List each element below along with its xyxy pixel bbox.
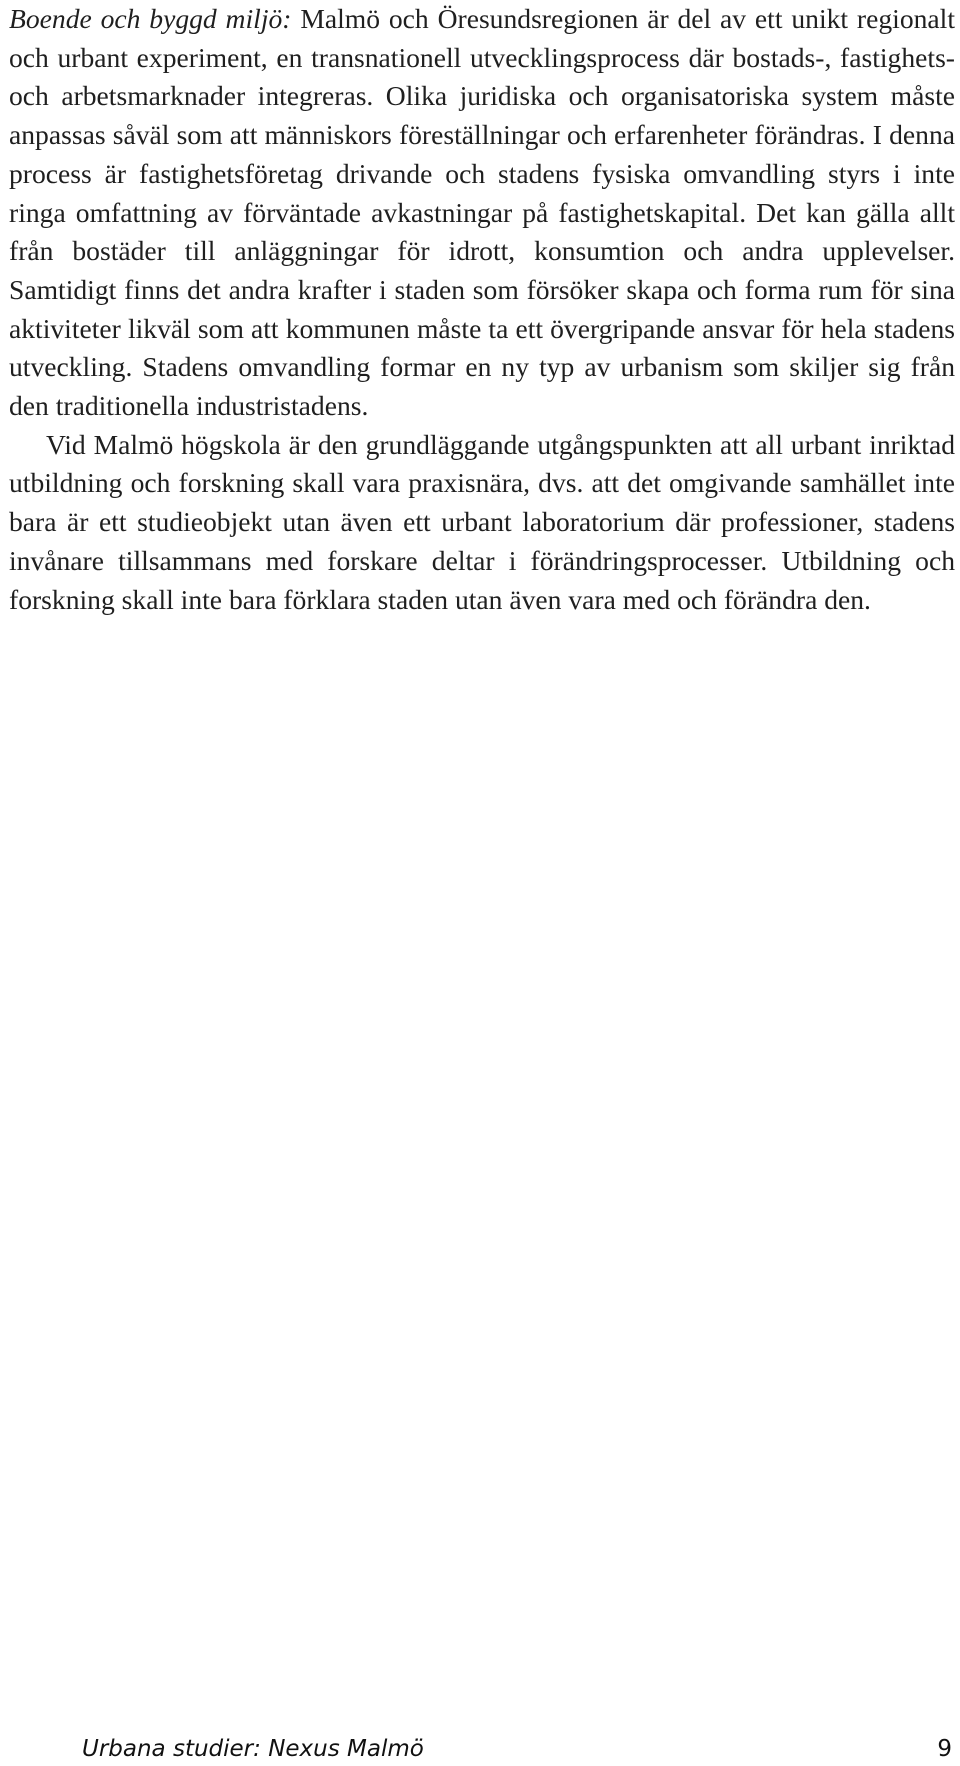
paragraph-lead-heading: Boende och byggd miljö:	[9, 3, 292, 34]
paragraph-boende	[9, 0, 955, 426]
paragraph-boende-text: Malmö och Öresundsregionen är del av ett unikt regionalt och urbant experiment, en transnationell utvecklingsprocess där bostads-, fastighets- och arbetsmarknader integreras. Olika juridiska och organisatoriska system måste anpassas såväl som att människors föreställningar och erfarenheter förändras. I denna process är fastighetsföretag drivande och stadens fysiska omvandling styrs i inte ringa omfattning av förväntade avkastningar på fastighetskapital. Det kan gälla allt från bostäder till anläggningar för idrott, konsumtion och andra upplevelser. Samtidigt finns det andra krafter i staden som försöker skapa och forma rum för sina aktiviteter likväl som att kommunen måste ta ett övergripande ansvar för hela stadens utveckling. Stadens omvandling formar en ny typ av urbanism som skiljer sig från den traditionella industristadens.	[9, 3, 956, 422]
footer-publication-title: Urbana studier: Nexus Malmö	[82, 1736, 424, 1762]
body-text	[9, 0, 955, 619]
page-footer	[82, 1736, 952, 1766]
page-number: 9	[937, 1736, 952, 1762]
paragraph-malmo-hogskola: Vid Malmö högskola är den grundläggande utgångspunkten att all urbant inriktad utbildning och forskning skall vara praxisnära, dvs. att det omgivande samhället inte bara är ett studieobjekt utan även ett urbant laboratorium där professioner, stadens invånare tillsammans med forskare deltar i förändringsprocesser. Utbildning och forskning skall inte bara förklara staden utan även vara med och förändra den.	[9, 428, 955, 615]
